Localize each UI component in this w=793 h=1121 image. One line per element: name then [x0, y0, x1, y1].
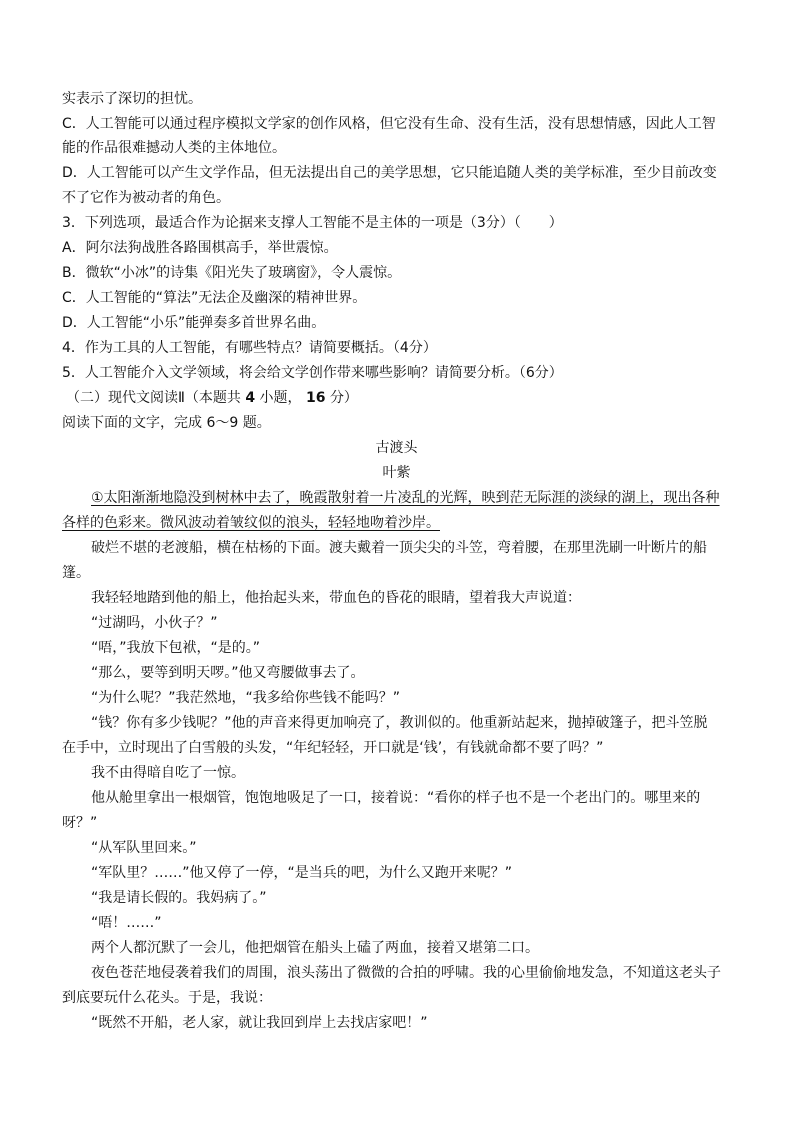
story-para-line: 两个人都沉默了一会儿，他把烟管在船头上磕了两血，接着又堪第二口。: [91, 940, 539, 956]
story-para-2-line-2: 篷。: [62, 565, 90, 581]
section-heading-post: 分）: [329, 390, 358, 406]
article-author: 叶紫: [382, 465, 411, 481]
story-para-2-line-1: 破烂不堪的老渡船，横在枯杨的下面。渡夫戴着一顶尖尖的斗笠，弯着腰，在那里洗刷一叶断片的船: [91, 540, 707, 556]
reading-instruction: 阅读下面的文字，完成 6～9 题。: [62, 415, 271, 431]
dialogue-line: “我是请长假的。我妈病了。”: [91, 890, 267, 906]
story-para-line: 夜色苍茫地侵袭着我们的周围，浪头荡出了微微的合拍的呼啸。我的心里偷偷地发急，不知道这老头子: [91, 965, 721, 981]
story-para-line: 在手中，立时现出了白雪般的头发，“年纪轻轻，开口就是‘钱’，有钱就命都不要了吗？”: [62, 740, 604, 756]
q3-option-c: C．人工智能的“算法”无法企及幽深的精神世界。: [62, 290, 367, 306]
dialogue-line: “军队里？……”他又停了一停，“是当兵的吧，为什么又跑开来呢？”: [91, 865, 513, 881]
dialogue-line: “过湖吗，小伙子？”: [91, 615, 218, 631]
story-para-line: 他从舱里拿出一根烟管，饱饱地吸足了一口，接着说：“看你的样子也不是一个老出门的。哪里来的: [91, 790, 701, 806]
dialogue-line: “唔！……”: [91, 915, 162, 931]
question-3: 3．下列选项，最适合作为论据来支撑人工智能不是主体的一项是（3分）（ ）: [62, 215, 563, 231]
q3-option-b: B．微软“小冰”的诗集《阳光失了玻璃窗》，令人震惊。: [62, 265, 402, 281]
option-d-line-2: 不了它作为被动者的角色。: [62, 190, 230, 206]
story-para-1-line-2: 各样的色彩来。微风波动着皱纹似的浪头，轻轻地吻着沙岸。: [62, 515, 440, 531]
question-5: 5．人工智能介入文学领域，将会给文学创作带来哪些影响？请简要分析。（6分）: [62, 365, 563, 381]
article-title: 古渡头: [375, 440, 418, 456]
section-heading-pre: （二）现代文阅读Ⅱ（本题共: [66, 390, 241, 406]
dialogue-line: “既然不开船，老人家，就让我回到岸上去找店家吧！”: [91, 1015, 428, 1031]
dialogue-line: “那么，要等到明天啰。”他又弯腰做事去了。: [91, 665, 365, 681]
option-c-line-2: 能的作品很难撼动人类的主体地位。: [62, 140, 286, 156]
story-para-line: 我不由得暗自吃了一惊。: [91, 765, 245, 781]
story-para-1-line-1: ①太阳渐渐地隐没到树林中去了，晚霞散射着一片凌乱的光辉，映到茫无际涯的淡绿的湖上，现出各种: [91, 490, 720, 506]
section-heading: [66, 388, 358, 408]
story-para-line: 到底要玩什么花头。于是，我说：: [62, 990, 272, 1006]
text-line: 实表示了深切的担忧。: [62, 91, 202, 107]
dialogue-line: “唔，”我放下包袱，“是的。”: [91, 640, 261, 656]
q3-option-a: A．阿尔法狗战胜各路围棋高手，举世震惊。: [62, 240, 338, 256]
q3-option-d: D．人工智能“小乐”能弹奏多首世界名曲。: [62, 315, 326, 331]
option-c-line-1: C．人工智能可以通过程序模拟文学家的创作风格，但它没有生命、没有生活，没有思想情感，因此人工智: [62, 116, 716, 132]
option-d-line-1: D．人工智能可以产生文学作品，但无法提出自己的美学思想，它只能追随人类的美学标准，至少目前改变: [62, 165, 717, 181]
section-heading-mid: 小题，: [259, 390, 302, 406]
story-para-line: “钱？你有多少钱呢？”他的声音来得更加响亮了，教训似的。他重新站起来，抛掉破篷子，把斗笠脱: [91, 715, 708, 731]
section-heading-num1: 4: [245, 390, 256, 406]
story-para-line: 呀？”: [62, 815, 98, 831]
dialogue-line: “从军队里回来。”: [91, 840, 197, 856]
dialogue-line: “为什么呢？”我茫然地，“我多给你些钱不能吗？”: [91, 690, 401, 706]
question-4: 4．作为工具的人工智能，有哪些特点？请简要概括。（4分）: [62, 340, 437, 356]
section-heading-num2: 16: [306, 390, 326, 406]
story-para-3: 我轻轻地踏到他的船上，他抬起头来，带血色的昏花的眼睛，望着我大声说道：: [91, 590, 581, 606]
